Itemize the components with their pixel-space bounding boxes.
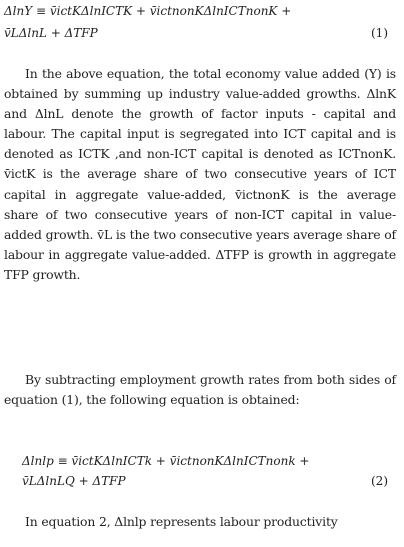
equation-2-line-2-text: v̄LΔlnLQ + ΔTFP [22,474,126,488]
equation-2-line-2 [22,472,396,490]
equation-1-line-2 [4,24,396,42]
paragraph-1-text: In the above equation, the total economy value added (Y) is obtained by summing up industry value-added growths. ΔlnK and ΔlnL denote the growth of factor inputs - capital and labour. The capital input is segregated into ICT capital and is denoted as ICTK ,and non-ICT capital is denoted as ICTnonK. v̄ictK is the average share of two consecutive years of ICT capital in aggregate value-added, v̄ictnonK is the average share of two consecutive years of non-ICT capital in value-added growth. v̄L is the two consecutive years average share of labour in aggregate value-added. ΔTFP is growth in aggregate TFP growth. [4,66,396,282]
equation-1-line-2-text: v̄LΔlnL + ΔTFP [4,26,98,40]
equation-1-line-1: ΔlnY ≡ v̄ictKΔlnICTK + v̄ictnonKΔlnICTnonK + [4,4,292,18]
equation-2-number: (2) [371,474,388,488]
paragraph-3 [4,512,396,532]
paragraph-1 [4,64,396,285]
equation-1-number: (1) [371,26,388,40]
paragraph-2-text: By subtracting employment growth rates from both sides of equation (1), the following equation is obtained: [4,372,396,408]
paragraph-2 [4,370,396,410]
equation-2-line-1: Δlnlp ≡ v̄ictKΔlnICTk + v̄ictnonKΔlnICTnonk + [22,454,310,468]
paragraph-3-text: In equation 2, Δlnlp represents labour productivity [25,514,338,529]
